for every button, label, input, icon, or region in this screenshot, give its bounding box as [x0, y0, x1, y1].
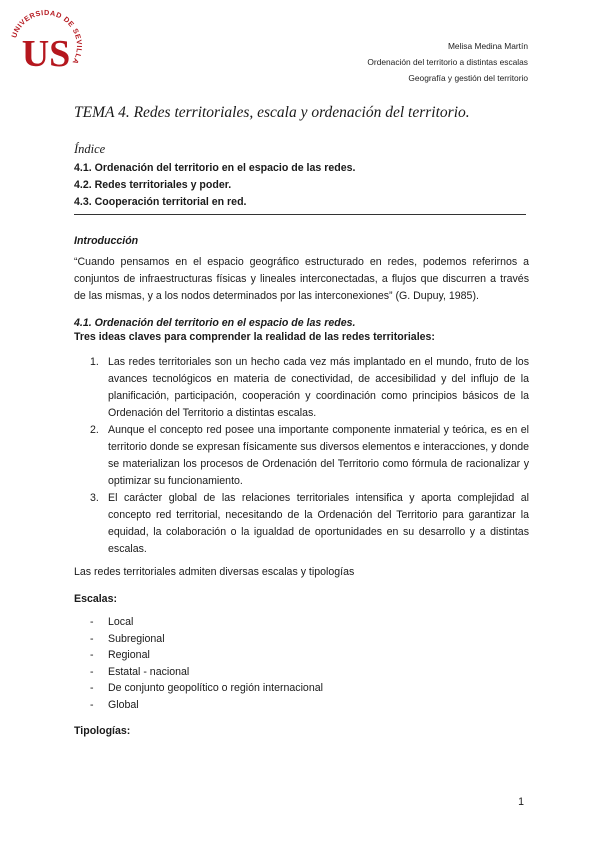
header-meta	[367, 38, 528, 86]
index-heading: Índice	[74, 142, 106, 156]
index-item: 4.2. Redes territoriales y poder.	[74, 179, 232, 191]
scale-item: De conjunto geopolítico o región internacional	[108, 682, 323, 694]
typologies-label: Tipologías:	[74, 725, 131, 737]
index-item: 4.3. Cooperación territorial en red.	[74, 196, 247, 208]
list-item: - Estatal - nacional	[90, 665, 190, 678]
list-item: - De conjunto geopolítico o región internacional	[90, 682, 323, 694]
section-4-1	[74, 317, 529, 740]
list-item-text: Aunque el concepto red posee una importante componente inmaterial y teórica, es en el territorio donde se expresan físicamente sus diversos elementos e interacciones, y donde se materializan los procesos de Ordenación del Territorio como fórmula de racionalizar y optimizar su funcionamiento.	[108, 424, 529, 487]
list-item: - Subregional	[90, 632, 165, 645]
scale-item: Global	[108, 698, 139, 711]
list-item: - Local	[90, 616, 134, 628]
section-divider	[74, 214, 526, 215]
scales-intro: Las redes territoriales admiten diversas escalas y tipologías	[74, 566, 355, 578]
section-4-1-heading: 4.1. Ordenación del territorio en el espacio de las redes.	[74, 317, 356, 329]
scales-list	[74, 614, 529, 713]
scale-item: Subregional	[108, 632, 165, 645]
list-item	[74, 354, 529, 422]
subject-name: Geografía y gestión del territorio	[408, 73, 528, 83]
key-ideas-list	[74, 354, 529, 558]
author-name: Melisa Medina Martín	[447, 41, 528, 51]
scales-label: Escalas:	[74, 593, 117, 605]
course-title: Ordenación del territorio a distintas escalas	[367, 57, 528, 67]
introduction-heading: Introducción	[74, 235, 139, 247]
page-number: 1	[518, 796, 524, 808]
university-logo	[6, 6, 86, 86]
scale-item: Local	[108, 616, 134, 628]
document-body	[74, 104, 529, 746]
key-ideas-heading: Tres ideas claves para comprender la realidad de las redes territoriales:	[74, 331, 435, 343]
index-item: 4.1. Ordenación del territorio en el espacio de las redes.	[74, 162, 356, 174]
list-item-text: El carácter global de las relaciones territoriales intensifica y aporta complejidad al concepto red territorial, necesitando de la Ordenación del Territorio para garantizar la equidad, la colaboración o la igualdad de oportunidades en su desarrollo y a distintas escalas.	[108, 492, 529, 555]
list-number: 1.	[90, 356, 99, 368]
logo-mark-text: US	[21, 33, 71, 75]
list-item	[74, 422, 529, 490]
document-title: TEMA 4. Redes territoriales, escala y ordenación del territorio.	[74, 104, 470, 121]
index-section	[74, 142, 529, 211]
list-number: 3.	[90, 492, 99, 504]
introduction-section	[74, 235, 529, 305]
scale-item: Estatal - nacional	[108, 665, 190, 678]
list-number: 2.	[90, 424, 99, 436]
list-item-text: Las redes territoriales son un hecho cada vez más implantado en el mundo, fruto de los avances tecnológicos en materia de conectividad, de accesibilidad y del influjo de la planificación, participación, cooperación y coordinación como principios básicos de la Ordenación del Territorio a distintas escalas.	[108, 356, 529, 419]
logo-ring-text: UNIVERSIDAD DE SEVILLA	[9, 7, 85, 67]
list-item: - Global	[90, 698, 139, 711]
list-item	[74, 490, 529, 558]
list-item: - Regional	[90, 649, 150, 661]
scale-item: Regional	[108, 649, 150, 661]
introduction-quote: “Cuando pensamos en el espacio geográfico estructurado en redes, podemos referirnos a conjuntos de infraestructuras físicas y lineales interconectadas, a flujos que discurren a través de las mismas, y a los nodos determinados por las interconexiones” (G. Dupuy, 1985).	[74, 256, 529, 302]
